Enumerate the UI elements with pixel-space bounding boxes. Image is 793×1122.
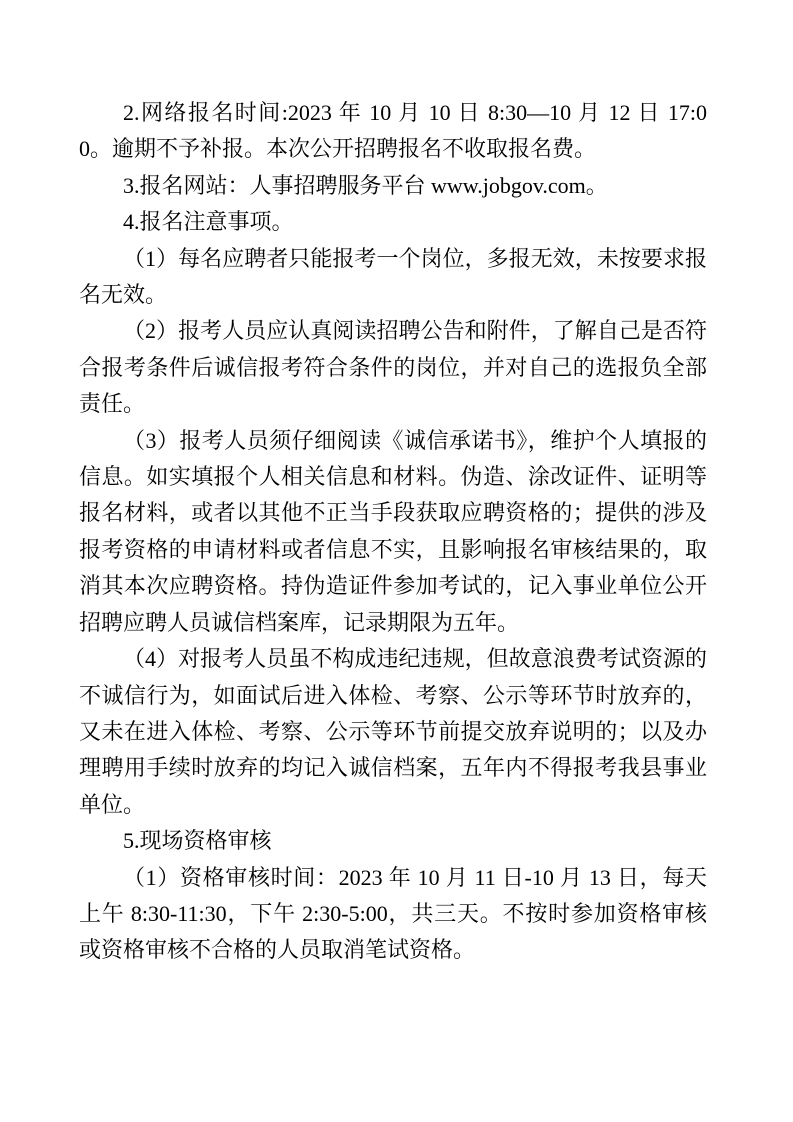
document-paragraph: （1）资格审核时间：2023 年 10 月 11 日-10 月 13 日，每天上午 8:30-11:30，下午 2:30-5:00，共三天。不按时参加资格审核或资格审核不合格的人员取消笔试资格。 xyxy=(79,864,707,963)
document-body xyxy=(79,95,707,969)
document-paragraph: 5.现场资格审核 xyxy=(123,828,272,854)
document-paragraph: 2.网络报名时间:2023 年 10 月 10 日 8:30—10 月 12 日 17:00。逾期不予补报。本次公开招聘报名不收取报名费。 xyxy=(79,100,707,162)
document-paragraph: （1）每名应聘者只能报考一个岗位，多报无效，未按要求报名无效。 xyxy=(79,245,707,308)
document-paragraph: 3.报名网站：人事招聘服务平台 www.jobgov.com。 xyxy=(123,172,608,198)
document-paragraph: （2）报考人员应认真阅读招聘公告和附件，了解自己是否符合报考条件后诚信报考符合条件的岗位，并对自己的选报负全部责任。 xyxy=(79,318,707,417)
document-paragraph: （4）对报考人员虽不构成违纪违规，但故意浪费考试资源的不诚信行为，如面试后进入体检、考察、公示等环节时放弃的，又未在进入体检、考察、公示等环节前提交放弃说明的；以及办理聘用手续时放弃的均记入诚信档案，五年内不得报考我县事业单位。 xyxy=(79,646,707,817)
document-paragraph: （3）报考人员须仔细阅读《诚信承诺书》，维护个人填报的信息。如实填报个人相关信息和材料。伪造、涂改证件、证明等报名材料，或者以其他不正当手段获取应聘资格的；提供的涉及报考资格的申请材料或者信息不实，且影响报名审核结果的，取消其本次应聘资格。持伪造证件参加考试的，记入事业单位公开招聘应聘人员诚信档案库，记录期限为五年。 xyxy=(79,427,707,635)
document-paragraph: 4.报名注意事项。 xyxy=(123,209,294,235)
